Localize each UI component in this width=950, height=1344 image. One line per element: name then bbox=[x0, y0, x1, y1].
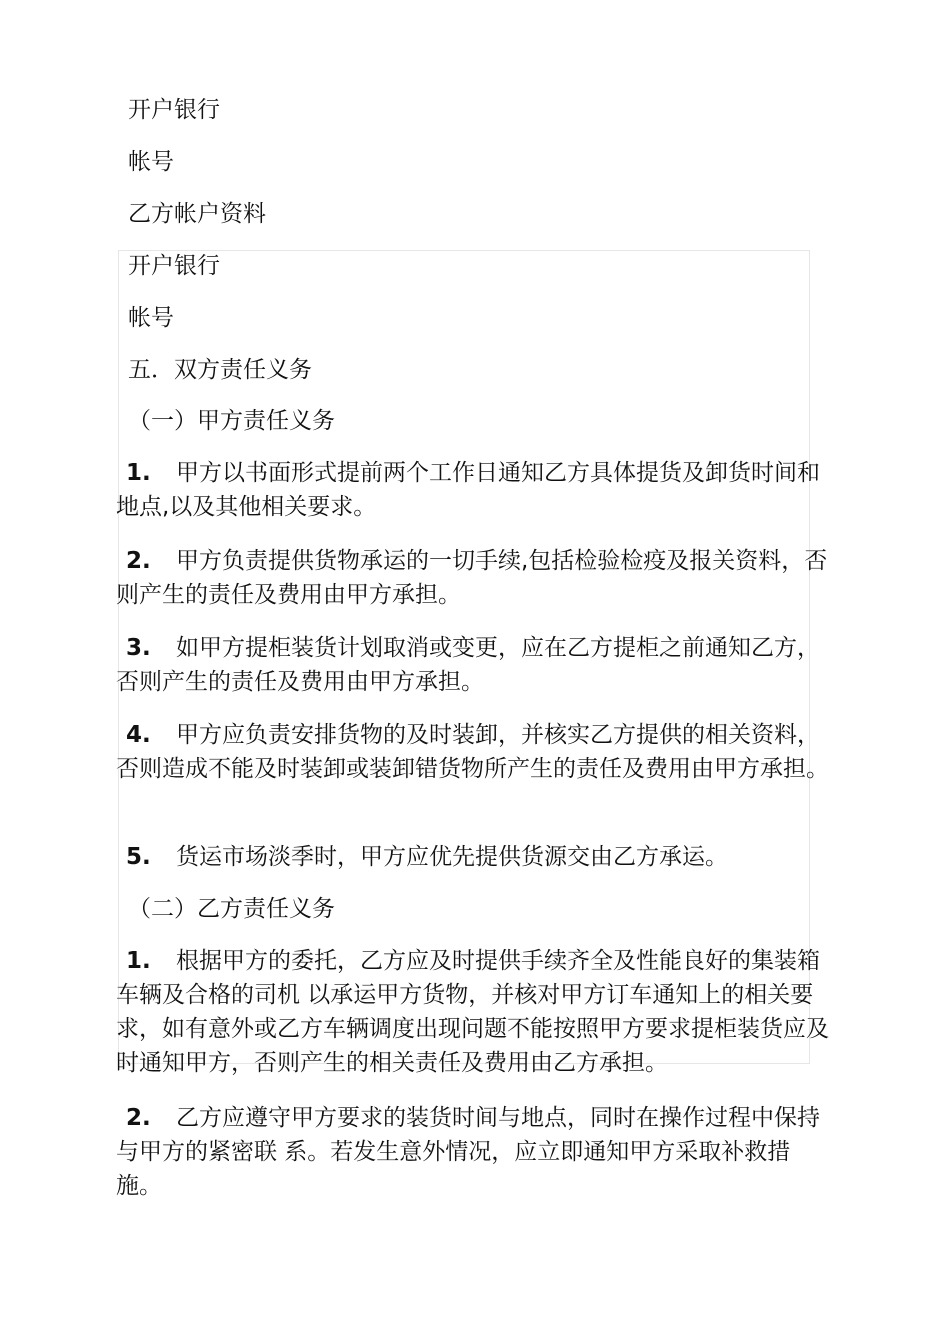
item-number: 1. bbox=[126, 948, 151, 974]
party-b-item-1 bbox=[116, 944, 836, 1080]
party-b-duties-title: （二）乙方责任义务 bbox=[128, 896, 335, 922]
party-a-item-2 bbox=[116, 544, 836, 612]
bank-label-a: 开户银行 bbox=[128, 97, 220, 123]
item-text: 乙方应遵守甲方要求的装货时间与地点，同时在操作过程中保持与甲方的紧密联 系。若发生意外情况，应立即通知甲方采取补救措施。 bbox=[116, 1105, 820, 1199]
item-text: 甲方应负责安排货物的及时装卸，并核实乙方提供的相关资料，否则造成不能及时装卸或装卸错货物所产生的责任及费用由甲方承担。 bbox=[116, 722, 829, 782]
bank-label-b: 开户银行 bbox=[128, 253, 220, 279]
item-number: 2. bbox=[126, 548, 151, 574]
item-number: 2. bbox=[126, 1105, 151, 1131]
item-text: 如甲方提柜装货计划取消或变更，应在乙方提柜之前通知乙方，否则产生的责任及费用由甲方承担。 bbox=[116, 635, 820, 695]
party-b-account-info: 乙方帐户资料 bbox=[128, 201, 266, 227]
account-label-b: 帐号 bbox=[128, 305, 174, 331]
item-number: 4. bbox=[126, 722, 151, 748]
item-text: 甲方负责提供货物承运的一切手续,包括检验检疫及报关资料，否则产生的责任及费用由甲方承担。 bbox=[116, 548, 828, 608]
item-text: 根据甲方的委托，乙方应及时提供手续齐全及性能良好的集装箱车辆及合格的司机 以承运甲方货物，并核对甲方订车通知上的相关要求，如有意外或乙方车辆调度出现问题不能按照甲方要求提柜装货应及时通知甲方，否则产生的相关责任及费用由乙方承担。 bbox=[116, 948, 829, 1076]
item-number: 1. bbox=[126, 460, 151, 486]
item-text: 货运市场淡季时，甲方应优先提供货源交由乙方承运。 bbox=[176, 844, 728, 870]
item-text: 甲方以书面形式提前两个工作日通知乙方具体提货及卸货时间和地点,以及其他相关要求。 bbox=[116, 460, 820, 520]
party-a-item-3 bbox=[116, 631, 836, 699]
account-label-a: 帐号 bbox=[128, 149, 174, 175]
party-a-item-5 bbox=[116, 840, 836, 874]
party-a-item-1 bbox=[116, 456, 836, 524]
party-a-item-4 bbox=[116, 718, 836, 786]
section5-title: 五．双方责任义务 bbox=[128, 357, 312, 383]
item-number: 3. bbox=[126, 635, 151, 661]
party-a-duties-title: （一）甲方责任义务 bbox=[128, 408, 335, 434]
party-b-item-2 bbox=[116, 1101, 836, 1203]
item-number: 5. bbox=[126, 844, 151, 870]
